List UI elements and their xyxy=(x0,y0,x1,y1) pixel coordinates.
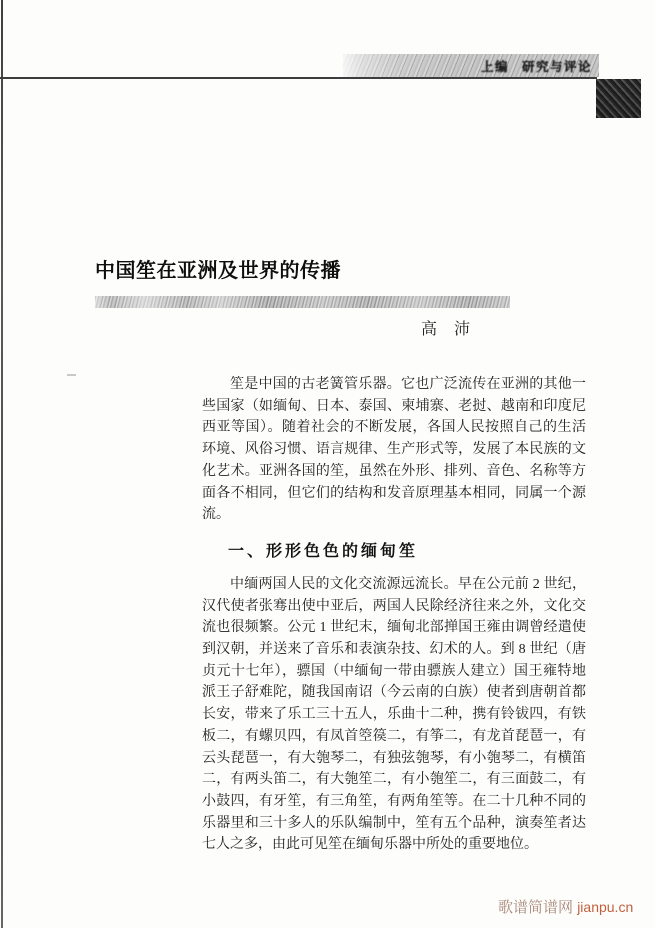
running-header-label: 上编 研究与评论 xyxy=(481,59,592,74)
page-number-tab xyxy=(596,79,641,118)
scan-artifact xyxy=(67,374,76,376)
section-heading: 一、形形色色的缅甸笙 xyxy=(228,542,419,560)
watermark xyxy=(498,896,633,917)
section-paragraph: 中缅两国人民的文化交流源远流长。早在公元前 2 世纪，汉代使者张骞出使中亚后，两国人民除经济往来之外，文化交流也很频繁。公元 1 世纪末，缅甸北部掸国王雍由调曾经遣使到汉朝，并送来了音乐和表演杂技、幻术的人。到 8 世纪（唐贞元十七年），骠国（中缅甸一带由骠族人建立）国王雍特地派王子舒难陀，随我国南诏（今云南的白族）使者到唐朝首都长安，带来了乐工三十五人，乐曲十二种，携有铃钹四，有铁板二，有螺贝四，有凤首箜篌二，有筝二，有龙首琵琶一，有云头琵琶一，有大匏琴二，有独弦匏琴，有小匏琴二，有横笛二，有两头笛二，有大匏笙二，有小匏笙二，有三面鼓二，有小鼓四，有牙笙，有三角笙，有两角笙等。在二十几种不同的乐器里和三十多人的乐队编制中，笙有五个品种，演奏笙者达七人之多，由此可见笙在缅甸乐器中所处的重要地位。 xyxy=(202,576,586,853)
title-underline-band xyxy=(95,296,510,308)
scan-edge-line xyxy=(1,0,3,928)
watermark-site-url: jianpu.cn xyxy=(577,899,634,915)
watermark-site-name: 歌谱简谱网 xyxy=(498,899,574,916)
article-title: 中国笙在亚洲及世界的传播 xyxy=(95,260,341,282)
author-name: 高 沛 xyxy=(421,321,473,338)
article-body xyxy=(202,374,586,856)
running-header-band xyxy=(343,54,599,77)
intro-paragraph: 笙是中国的古老簧管乐器。它也广泛流传在亚洲的其他一些国家（如缅甸、日本、泰国、柬埔寨、老挝、越南和印度尼西亚等国）。随着社会的不断发展，各国人民按照自己的生活环境、风俗习惯、语言规律、生产形式等，发展了本民族的文化艺术。亚洲各国的笙，虽然在外形、排列、音色、名称等方面各不相同，但它们的结构和发音原理基本相同，同属一个源流。 xyxy=(202,377,586,523)
header-rule xyxy=(0,77,597,79)
